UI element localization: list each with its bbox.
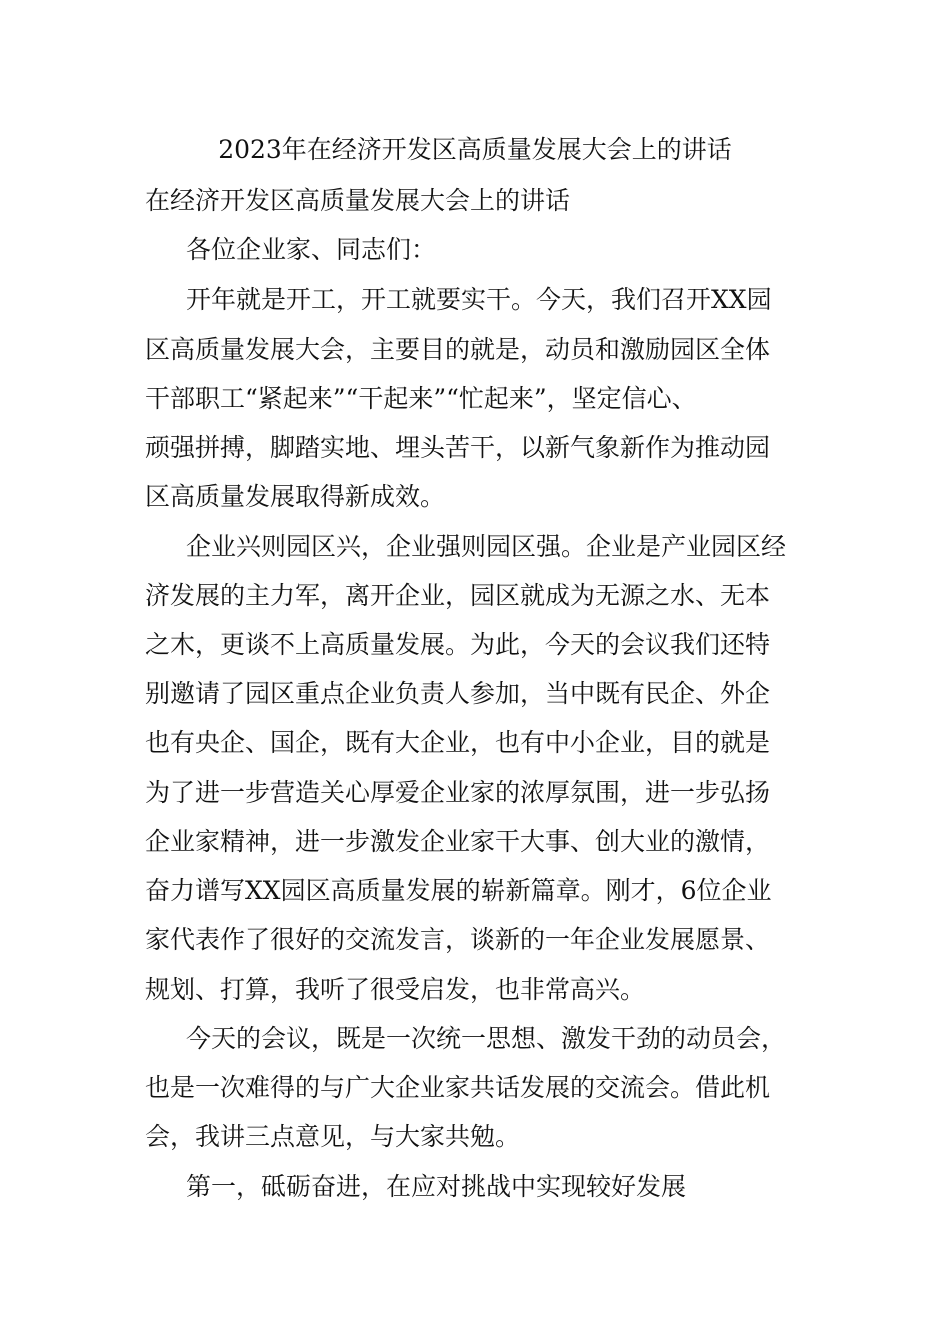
paragraph-line: 也是一次难得的与广大企业家共话发展的交流会。借此机 [145, 1073, 771, 1102]
paragraph-line: 之木，更谈不上高质量发展。为此，今天的会议我们还特 [145, 630, 771, 659]
paragraph-line: 奋力谱写XX园区高质量发展的崭新篇章。刚才，6位企业 [145, 876, 772, 905]
document-title: 2023年在经济开发区高质量发展大会上的讲话 [218, 135, 732, 164]
paragraph-line: 顽强拼搏，脚踏实地、埋头苦干，以新气象新作为推动园 [145, 433, 771, 462]
paragraph-line: 今天的会议，既是一次统一思想、激发干劲的动员会， [186, 1024, 787, 1053]
paragraph-line: 企业兴则园区兴，企业强则园区强。企业是产业园区经 [186, 532, 787, 561]
paragraph-line: 家代表作了很好的交流发言，谈新的一年企业发展愿景、 [145, 925, 771, 954]
section-heading: 第一，砥砺奋进，在应对挑战中实现较好发展 [186, 1172, 687, 1201]
paragraph-line: 企业家精神，进一步激发企业家干大事、创大业的激情， [145, 827, 771, 856]
paragraph-line: 也有央企、国企，既有大企业，也有中小企业，目的就是 [145, 728, 771, 757]
paragraph-line: 为了进一步营造关心厚爱企业家的浓厚氛围，进一步弘扬 [145, 778, 771, 807]
greeting: 各位企业家、同志们： [186, 235, 437, 264]
paragraph-line: 规划、打算，我听了很受启发，也非常高兴。 [145, 975, 646, 1004]
paragraph-line: 区高质量发展大会，主要目的就是，动员和激励园区全体 [145, 335, 771, 364]
paragraph-line: 区高质量发展取得新成效。 [145, 482, 446, 511]
document-subtitle: 在经济开发区高质量发展大会上的讲话 [145, 186, 571, 215]
paragraph-line: 会，我讲三点意见，与大家共勉。 [145, 1122, 521, 1151]
paragraph-line: 干部职工“紧起来”“干起来”“忙起来”，坚定信心、 [145, 384, 697, 413]
paragraph-line: 别邀请了园区重点企业负责人参加，当中既有民企、外企 [145, 679, 771, 708]
paragraph-line: 济发展的主力军，离开企业，园区就成为无源之水、无本 [145, 581, 771, 610]
paragraph-line: 开年就是开工，开工就要实干。今天，我们召开XX园 [186, 285, 772, 314]
